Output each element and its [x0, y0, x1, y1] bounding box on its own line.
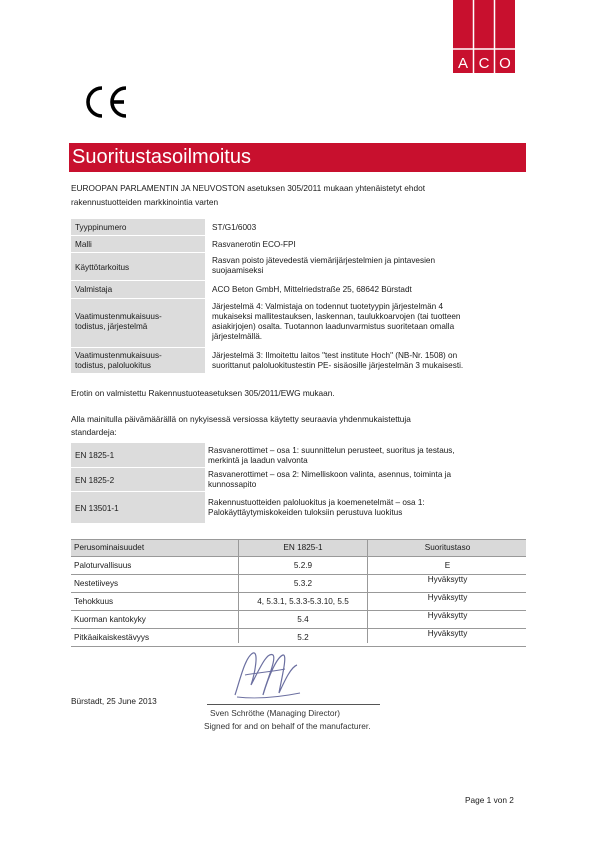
info-row-conformity-fire	[71, 348, 526, 374]
standard-code: EN 1825-1	[75, 451, 115, 460]
table-cell: Pitkäaikaiskestävyys	[74, 633, 150, 642]
performance-table-header	[71, 540, 526, 557]
performance-table	[71, 539, 526, 642]
intro-line: rakennustuotteiden markkinointia varten	[71, 197, 219, 207]
info-label: todistus, järjestelmä	[75, 322, 148, 331]
svg-text:C: C	[478, 55, 490, 72]
info-value: suorittanut paloluokitustestin PE- sisäosille järjestelmän 3 mukaisesti.	[212, 361, 464, 370]
table-cell: Hyväksytty	[427, 611, 468, 620]
info-row-manufacturer	[71, 281, 526, 299]
handwritten-signature	[225, 645, 305, 705]
standard-description: Rakennustuotteiden paloluokitus ja koemenetelmät – osa 1:	[208, 498, 425, 507]
info-label: Käyttötarkoitus	[75, 263, 130, 272]
table-cell: 4, 5.3.1, 5.3.3-5.3.10, 5.5	[257, 597, 349, 606]
standards-intro	[71, 413, 526, 439]
standard-description: Rasvanerottimet – osa 2: Nimelliskoon valinta, asennus, toiminta ja	[208, 470, 452, 479]
table-cell: 5.4	[297, 615, 309, 624]
info-value: Järjestelmä 4: Valmistaja on todennut tuotetyypin järjestelmän 4	[212, 302, 444, 311]
table-cell: E	[444, 561, 451, 570]
table-row	[71, 557, 526, 575]
info-value: järjestelmällä.	[212, 332, 263, 341]
standards-intro-line: Alla mainitulla päivämäärällä on nykyisessä versiossa käytetty seuraavia yhdenmukaistettuja	[71, 414, 411, 424]
info-value: suojaamiseksi	[212, 266, 264, 275]
signatory-name: Sven Schröthe (Managing Director)	[210, 708, 341, 718]
table-row	[71, 575, 526, 593]
info-label: Malli	[75, 240, 92, 249]
svg-text:O: O	[499, 55, 511, 72]
info-value: ST/G1/6003	[212, 223, 257, 232]
info-label: Vaatimustenmukaisuus-	[75, 351, 162, 360]
standards-intro-line: standardeja:	[71, 427, 117, 437]
table-cell: Hyväksytty	[427, 575, 468, 584]
table-divider	[238, 540, 239, 643]
table-cell: Paloturvallisuus	[74, 561, 132, 570]
info-value: asiakirjojen) osalta. Tuotannon laadunvarmistus suoritetaan omalla	[212, 322, 455, 331]
info-label: Tyyppinumero	[75, 223, 127, 232]
table-cell: Hyväksytty	[427, 593, 468, 602]
table-cell: 5.2	[297, 633, 309, 642]
signature-line	[207, 704, 380, 705]
standard-description: Rasvanerottimet – osa 1: suunnittelun perusteet, suoritus ja testaus,	[208, 446, 455, 455]
standard-code: EN 13501-1	[75, 504, 119, 513]
table-cell: 5.3.2	[293, 579, 313, 588]
table-row	[71, 611, 526, 629]
info-value: mukaiseksi mallitestauksen, laskennan, taulukkoarvojen (tai tuotteen	[212, 312, 461, 321]
standard-description: kunnossapito	[208, 479, 257, 489]
aco-logo	[453, 0, 515, 73]
info-row-conformity-system	[71, 299, 526, 348]
ce-mark	[82, 85, 130, 119]
regulation-statement: Erotin on valmistettu Rakennustuoteasetuksen 305/2011/EWG mukaan.	[71, 388, 335, 398]
info-label: Vaatimustenmukaisuus-	[75, 312, 162, 321]
table-cell: Hyväksytty	[427, 629, 468, 638]
svg-text:A: A	[457, 55, 469, 72]
intro-text	[71, 181, 526, 209]
info-label: todistus, paloluokitus	[75, 361, 152, 370]
table-cell: 5.2.9	[293, 561, 313, 570]
info-label: Valmistaja	[75, 285, 113, 294]
table-row	[71, 593, 526, 611]
table-cell: Tehokkuus	[74, 597, 114, 606]
table-cell: Nestetiiveys	[74, 579, 119, 588]
header-cell: Perusominaisuudet	[74, 543, 145, 552]
signed-on-behalf: Signed for and on behalf of the manufacturer.	[204, 721, 371, 731]
info-row-type-number	[71, 219, 526, 236]
info-value: Rasvan poisto jätevedestä viemärijärjestelmien ja pintavesien	[212, 256, 435, 265]
document-title: Suoritustasoilmoitus	[72, 146, 251, 168]
info-value: Järjestelmä 3: Ilmoitettu laitos "test institute Hoch" (NB-Nr. 1508) on	[212, 351, 458, 360]
page-number: Page 1 von 2	[465, 795, 514, 805]
info-value: Rasvanerotin ECO-FPI	[212, 240, 296, 249]
standard-row	[71, 492, 526, 523]
intro-line: EUROOPAN PARLAMENTIN JA NEUVOSTON asetuksen 305/2011 mukaan yhtenäistetyt ehdot	[71, 183, 426, 193]
standard-code: EN 1825-2	[75, 476, 115, 485]
header-cell: EN 1825-1	[283, 543, 323, 552]
info-row-intended-use	[71, 253, 526, 281]
standard-description: Palokäyttäytymiskokeiden tuloksiin perustuva luokitus	[208, 507, 403, 517]
document-title-bar	[69, 143, 526, 172]
table-cell: Kuorman kantokyky	[74, 615, 146, 624]
info-row-model	[71, 236, 526, 253]
standard-description: merkintä ja laadun valvonta	[208, 455, 308, 465]
header-cell: Suoritustaso	[424, 543, 471, 552]
place-date: Bürstadt, 25 June 2013	[71, 696, 157, 706]
info-value: ACO Beton GmbH, Mittelriedstraße 25, 68642 Bürstadt	[212, 285, 412, 294]
table-divider	[367, 540, 368, 643]
standard-row	[71, 468, 526, 491]
standard-row	[71, 443, 526, 467]
